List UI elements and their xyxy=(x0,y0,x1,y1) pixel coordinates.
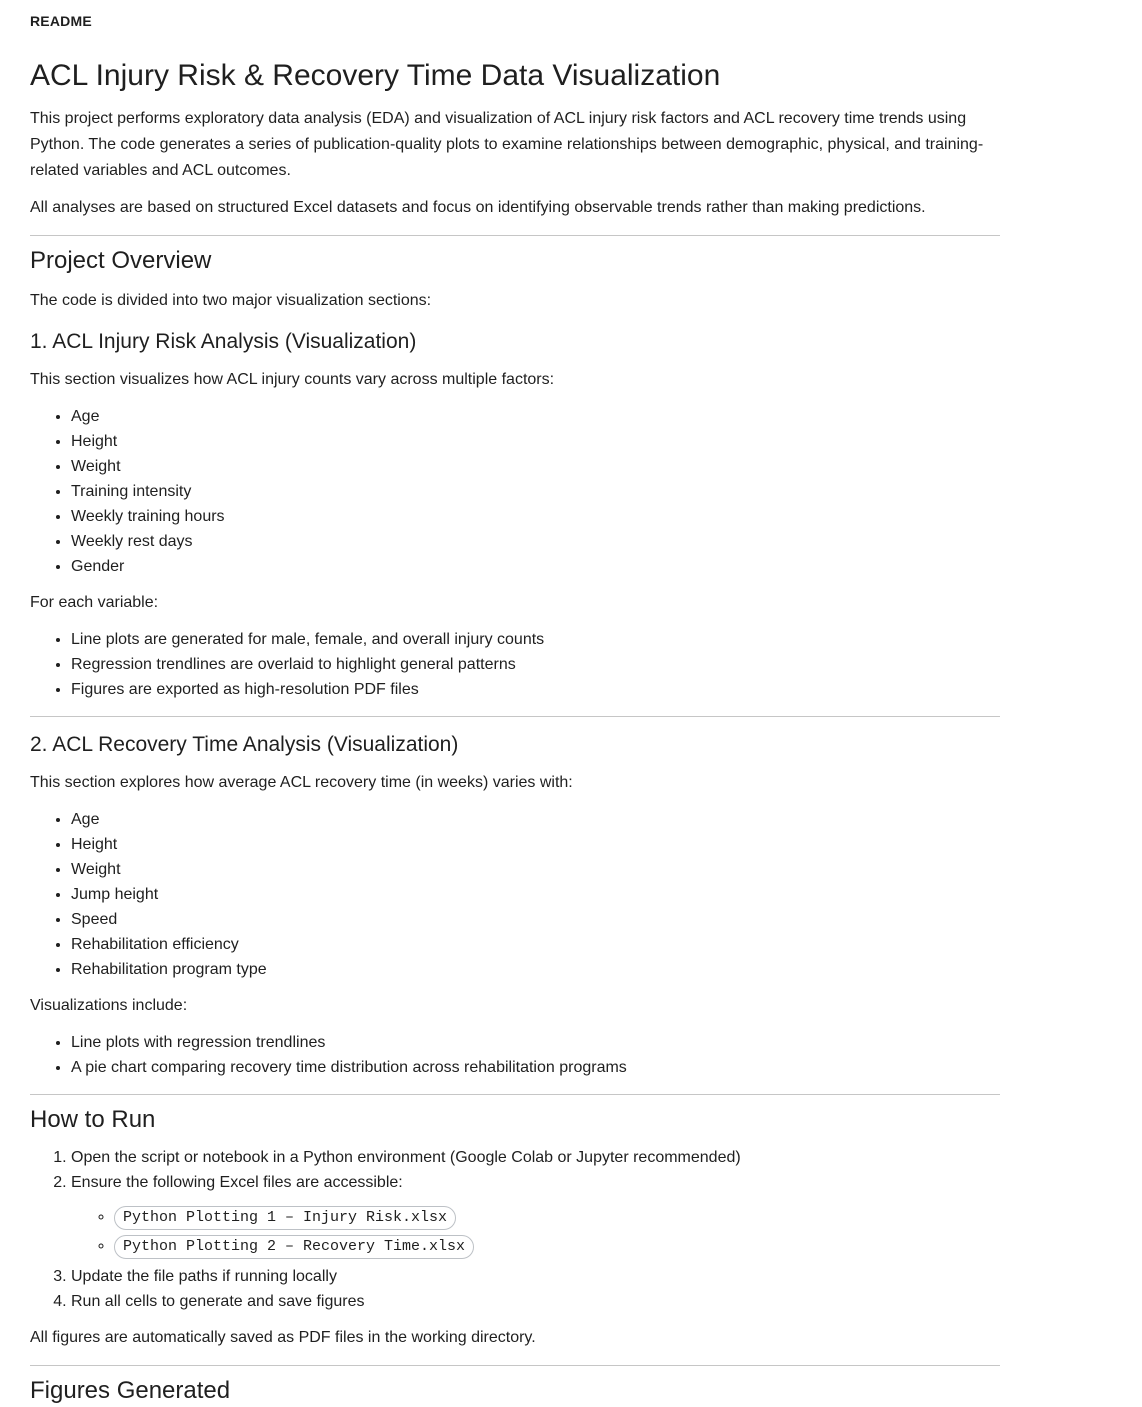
list-item: • Gender xyxy=(71,554,1000,579)
section-divider xyxy=(30,235,1000,236)
excel-file-pill: Python Plotting 1 – Injury Risk.xlsx xyxy=(114,1206,456,1230)
list-item: • Jump height xyxy=(71,882,1000,907)
list-item: • Weight xyxy=(71,454,1000,479)
list-item: • Line plots with regression trendlines xyxy=(71,1030,1000,1055)
project-overview-lead: The code is divided into two major visualization sections: xyxy=(30,292,432,309)
list-item: • A pie chart comparing recovery time distribution across rehabilitation programs xyxy=(71,1055,1000,1080)
section2-lead: This section explores how average ACL recovery time (in weeks) varies with: xyxy=(30,774,573,791)
section2-factors-list xyxy=(30,807,1000,982)
step-item xyxy=(71,1289,1000,1314)
list-item: • Regression trendlines are overlaid to highlight general patterns xyxy=(71,652,1000,677)
excel-file-pill: Python Plotting 2 – Recovery Time.xlsx xyxy=(114,1235,474,1259)
figures-generated-heading: Figures Generated xyxy=(30,1377,231,1404)
how-to-run-steps xyxy=(30,1145,1000,1314)
step-text: Open the script or notebook in a Python environment (Google Colab or Jupyter recommended) xyxy=(71,1149,741,1166)
excel-files-list xyxy=(71,1202,1000,1260)
list-item: • Rehabilitation efficiency xyxy=(71,932,1000,957)
readme-label: README xyxy=(30,13,92,29)
section-divider xyxy=(30,716,1000,717)
visualizations-list xyxy=(30,1030,1000,1080)
list-item: • Figures are exported as high-resolution PDF files xyxy=(71,677,1000,702)
step-text: Run all cells to generate and save figures xyxy=(71,1293,365,1310)
list-item: • Rehabilitation program type xyxy=(71,957,1000,982)
step-text: Ensure the following Excel files are accessible: xyxy=(71,1174,403,1191)
list-item xyxy=(114,1202,1000,1231)
list-item: • Weight xyxy=(71,857,1000,882)
list-item: • Line plots are generated for male, female, and overall injury counts xyxy=(71,627,1000,652)
step-text: Update the file paths if running locally xyxy=(71,1268,337,1285)
step-item xyxy=(71,1170,1000,1260)
list-item: • Training intensity xyxy=(71,479,1000,504)
list-item: • Age xyxy=(71,807,1000,832)
step-item xyxy=(71,1145,1000,1170)
how-to-run-note: All figures are automatically saved as PDF files in the working directory. xyxy=(30,1329,536,1346)
per-variable-list xyxy=(30,627,1000,702)
visualizations-label: Visualizations include: xyxy=(30,997,188,1014)
list-item: • Height xyxy=(71,429,1000,454)
list-item: • Weekly training hours xyxy=(71,504,1000,529)
page-title: ACL Injury Risk & Recovery Time Data Visualization xyxy=(30,59,721,92)
section-divider xyxy=(30,1365,1000,1366)
per-variable-label: For each variable: xyxy=(30,594,159,611)
intro-paragraph-2: All analyses are based on structured Excel datasets and focus on identifying observable trends rather than making predictions. xyxy=(30,199,926,216)
section-divider xyxy=(30,1094,1000,1095)
list-item xyxy=(114,1231,1000,1260)
section2-heading: 2. ACL Recovery Time Analysis (Visualization) xyxy=(30,733,459,756)
intro-paragraph-1: This project performs exploratory data analysis (EDA) and visualization of ACL injury risk factors and ACL recovery time trends using Python. The code generates a series of publication-quality plots to examine relationships between demographic, physical, and training-related variables and ACL outcomes. xyxy=(30,110,984,179)
how-to-run-heading: How to Run xyxy=(30,1106,156,1133)
section1-factors-list xyxy=(30,404,1000,579)
section1-lead: This section visualizes how ACL injury counts vary across multiple factors: xyxy=(30,371,555,388)
list-item: • Age xyxy=(71,404,1000,429)
section1-heading: 1. ACL Injury Risk Analysis (Visualization) xyxy=(30,330,417,353)
project-overview-heading: Project Overview xyxy=(30,247,212,274)
list-item: • Height xyxy=(71,832,1000,857)
list-item: • Weekly rest days xyxy=(71,529,1000,554)
list-item: • Speed xyxy=(71,907,1000,932)
step-item xyxy=(71,1264,1000,1289)
